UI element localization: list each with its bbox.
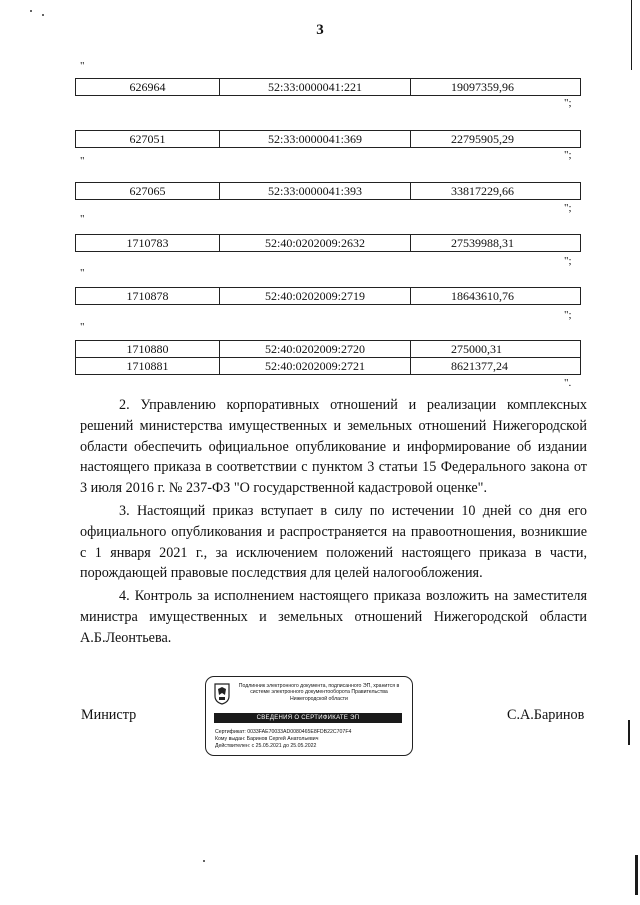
table-row bbox=[76, 358, 581, 375]
signer-position: Министр bbox=[81, 707, 137, 723]
stamp-banner: СВЕДЕНИЯ О СЕРТИФИКАТЕ ЭП bbox=[214, 713, 402, 723]
closing-mark-6: ". bbox=[564, 377, 572, 389]
table-cell-id: 1710880 bbox=[76, 341, 220, 358]
table-row bbox=[76, 131, 581, 148]
table-cell-id: 627065 bbox=[76, 183, 220, 200]
table-cell-value: 18643610,76 bbox=[411, 288, 581, 305]
scan-edge-bar bbox=[635, 855, 638, 895]
table-row bbox=[76, 183, 581, 200]
table-cell-value: 33817229,66 bbox=[411, 183, 581, 200]
valuation-table-6 bbox=[75, 340, 581, 375]
table-row bbox=[76, 79, 581, 96]
scan-speck bbox=[203, 860, 205, 862]
table-row bbox=[76, 341, 581, 358]
signer-name: С.А.Баринов bbox=[507, 707, 585, 723]
valuation-table-5 bbox=[75, 287, 581, 305]
valuation-table-3 bbox=[75, 182, 581, 200]
table-cell-value: 27539988,31 bbox=[411, 235, 581, 252]
scan-speck bbox=[30, 10, 32, 12]
closing-mark-2: "; bbox=[564, 149, 572, 161]
table-cell-value: 22795905,29 bbox=[411, 131, 581, 148]
paragraph-2: 2. Управлению корпоративных отношений и реализации комплексных решений министерства имущественных и земельных отношений Нижегородской области обеспечить официальное опубликование и информирование об издании настоящего приказа в соответствии с пунктом 3 статьи 15 Федерального закона от 3 июля 2016 г. № 237-ФЗ "О государственной кадастровой оценке". bbox=[80, 397, 587, 497]
stamp-header: Подлинник электронного документа, подписанного ЭП, хранится в системе электронного документооборота Правительства Нижегородской области bbox=[238, 683, 400, 702]
table-cell-id: 627051 bbox=[76, 131, 220, 148]
table-cell-cadastral: 52:40:0202009:2719 bbox=[220, 288, 411, 305]
table-cell-cadastral: 52:33:0000041:221 bbox=[220, 79, 411, 96]
closing-mark-1: "; bbox=[564, 97, 572, 109]
electronic-signature-stamp bbox=[205, 676, 413, 756]
page-number: 3 bbox=[316, 22, 324, 38]
opening-quote-3: " bbox=[80, 155, 85, 167]
valuation-table-4 bbox=[75, 234, 581, 252]
opening-quote-5: " bbox=[80, 267, 85, 279]
closing-mark-4: "; bbox=[564, 255, 572, 267]
opening-quote-4: " bbox=[80, 213, 85, 225]
table-cell-cadastral: 52:33:0000041:369 bbox=[220, 131, 411, 148]
table-cell-id: 1710878 bbox=[76, 288, 220, 305]
opening-quote-1: " bbox=[80, 60, 85, 72]
table-row bbox=[76, 288, 581, 305]
stamp-valid: Действителен: с 25.05.2021 до 25.05.2022 bbox=[215, 743, 317, 749]
table-cell-cadastral: 52:40:0202009:2721 bbox=[220, 358, 411, 375]
table-cell-cadastral: 52:40:0202009:2632 bbox=[220, 235, 411, 252]
table-cell-value: 275000,31 bbox=[411, 341, 581, 358]
scan-edge-mark bbox=[628, 720, 630, 745]
valuation-table-1 bbox=[75, 78, 581, 96]
stamp-issued-to: Кому выдан: Баринов Сергей Анатольевич bbox=[215, 736, 319, 742]
table-cell-value: 8621377,24 bbox=[411, 358, 581, 375]
table-cell-cadastral: 52:40:0202009:2720 bbox=[220, 341, 411, 358]
valuation-table-2 bbox=[75, 130, 581, 148]
scan-speck bbox=[42, 14, 44, 16]
closing-mark-5: "; bbox=[564, 309, 572, 321]
closing-mark-3: "; bbox=[564, 202, 572, 214]
opening-quote-6: " bbox=[80, 321, 85, 333]
scan-edge-line bbox=[631, 0, 632, 70]
table-cell-id: 1710881 bbox=[76, 358, 220, 375]
document-body bbox=[80, 395, 587, 649]
paragraph-3: 3. Настоящий приказ вступает в силу по истечении 10 дней со дня его официального опубликования и распространяется на правоотношения, возникшие с 1 января 2021 г., за исключением положений настоящего приказа в части, порождающей правовые последствия для целей налогообложения. bbox=[80, 502, 587, 582]
coat-of-arms-icon bbox=[214, 683, 230, 710]
table-cell-id: 626964 bbox=[76, 79, 220, 96]
table-cell-cadastral: 52:33:0000041:393 bbox=[220, 183, 411, 200]
paragraph-4: 4. Контроль за исполнением настоящего приказа возложить на заместителя министра имущественных и земельных отношений Нижегородской области А.Б.Леонтьева. bbox=[80, 588, 587, 646]
table-cell-id: 1710783 bbox=[76, 235, 220, 252]
table-cell-value: 19097359,96 bbox=[411, 79, 581, 96]
table-row bbox=[76, 235, 581, 252]
stamp-certificate: Сертификат: 0033FAE70033AD0080465E8FDB22C707F4 bbox=[215, 729, 352, 735]
